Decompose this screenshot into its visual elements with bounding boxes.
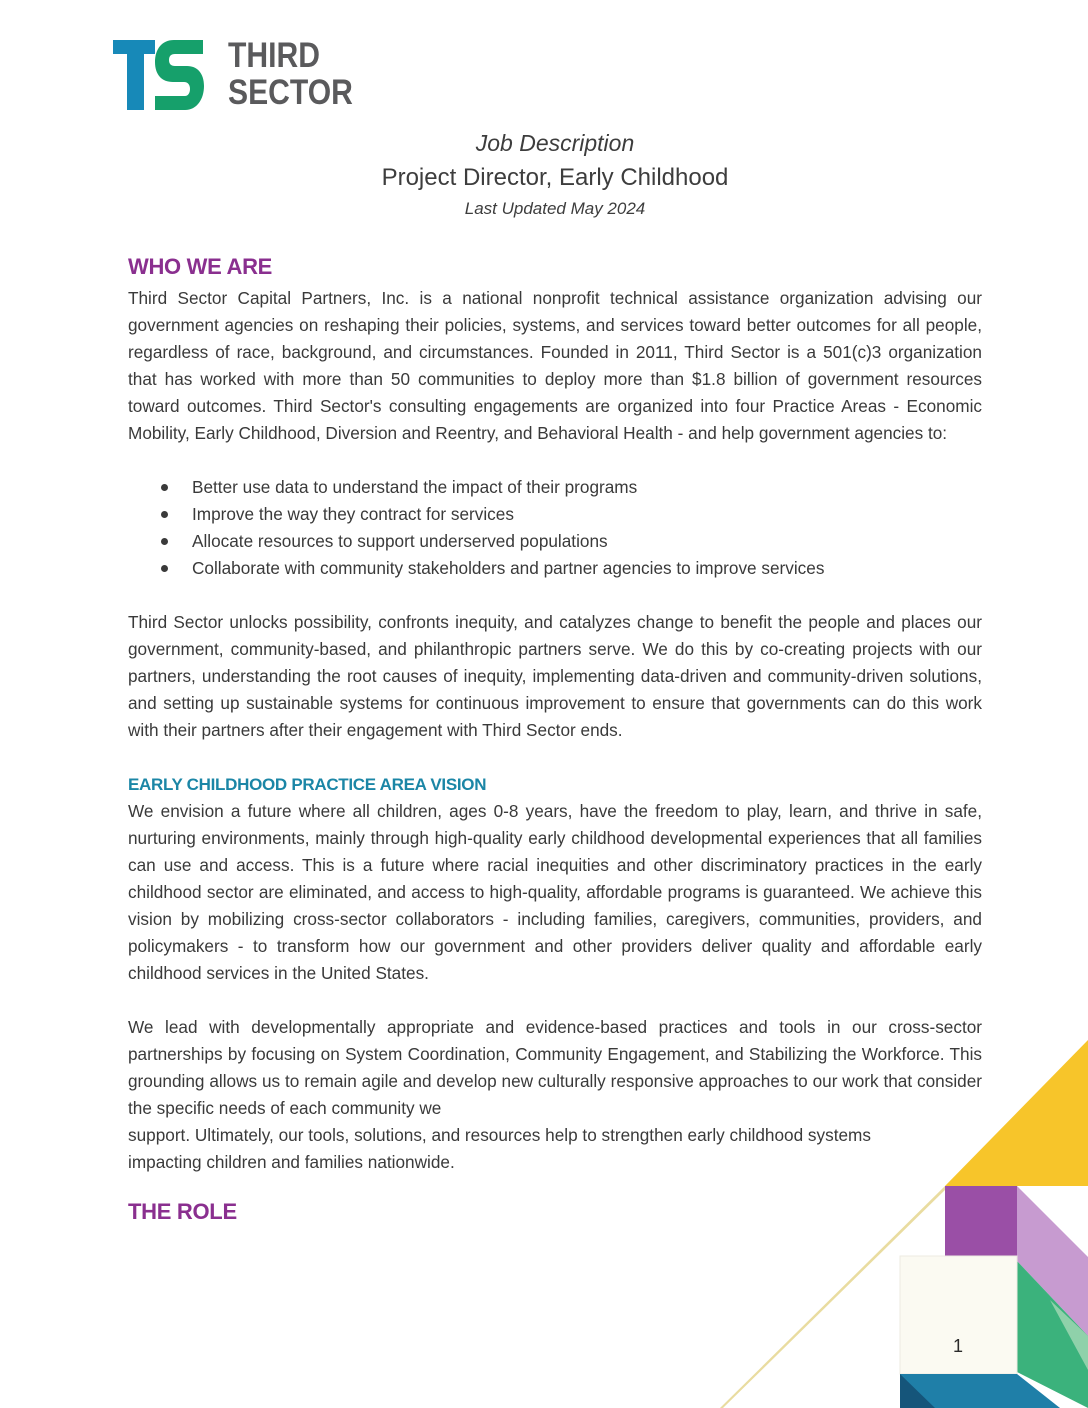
logo-line-2: SECTOR xyxy=(228,73,353,112)
last-updated: Last Updated May 2024 xyxy=(464,199,646,218)
bullet-icon xyxy=(161,484,168,491)
logo-t-stem xyxy=(127,40,144,110)
vision-paragraph-2-tail: support. Ultimately, our tools, solutions, and resources help to strengthen early childhood systems impacting children and families nationwide. xyxy=(128,1125,871,1172)
logo-wordmark xyxy=(228,37,353,111)
page-number: 1 xyxy=(952,1336,963,1356)
list-item xyxy=(128,555,982,582)
services-list xyxy=(128,474,982,582)
logo-s-shape xyxy=(155,40,204,110)
corner-decoration xyxy=(720,1040,1088,1408)
ts-monogram-icon xyxy=(113,40,205,110)
list-item xyxy=(128,528,982,555)
document-type: Job Description xyxy=(475,130,635,156)
who-we-are-closing: Third Sector unlocks possibility, confronts inequity, and catalyzes change to benefit the people and places our government, community-based, and philanthropic partners serve. We do this by co-creating projects with our partners, understanding the root causes of inequity, implementing data-driven and community-driven solutions, and setting up sustainable systems for continuous improvement to ensure that governments can do this work with their partners after their engagement with Third Sector ends. xyxy=(128,612,982,740)
list-item-text: Collaborate with community stakeholders and partner agencies to improve services xyxy=(192,558,825,578)
who-we-are-heading: WHO WE ARE xyxy=(128,254,273,279)
vision-paragraph-2: We lead with developmentally appropriate and evidence-based practices and tools in our cross-sector partnerships by focusing on System Coordination, Community Engagement, and Stabilizing the Workforce. This grounding allows us to remain agile and develop new culturally responsive approaches to our work that consider the specific needs of each community we xyxy=(128,1017,982,1118)
the-role-heading: THE ROLE xyxy=(128,1199,237,1224)
who-we-are-intro: Third Sector Capital Partners, Inc. is a national nonprofit technical assistance organization advising our government agencies on reshaping their policies, systems, and services toward better outcomes for all people, regardless of race, background, and circumstances. Founded in 2011, Third Sector is a 501(c)3 organization that has worked with more than 50 communities to deploy more than $1.8 billion of government resources toward outcomes. Third Sector's consulting engagements are organized into four Practice Areas - Economic Mobility, Early Childhood, Diversion and Reentry, and Behavioral Health - and help government agencies to: xyxy=(128,288,982,443)
vision-paragraph-1: We envision a future where all children, ages 0-8 years, have the freedom to play, learn, and thrive in safe, nurturing environments, mainly through high-quality early childhood developmental experiences that all families can use and access. This is a future where racial inequities and other discriminatory practices in the early childhood sector are eliminated, and access to high-quality, affordable programs is guaranteed. We achieve this vision by mobilizing cross-sector collaborators - including families, caregivers, communities, providers, and policymakers - to transform how our government and other providers deliver quality and affordable early childhood services in the United States. xyxy=(128,801,982,983)
deco-purple-block xyxy=(945,1186,1017,1261)
vision-heading: EARLY CHILDHOOD PRACTICE AREA VISION xyxy=(128,775,487,794)
bullet-icon xyxy=(161,565,168,572)
bullet-icon xyxy=(161,538,168,545)
deco-yellow-triangle xyxy=(945,1040,1088,1186)
logo-line-1: THIRD xyxy=(228,36,320,75)
list-item-text: Allocate resources to support underserved populations xyxy=(192,531,608,551)
third-sector-logo xyxy=(113,36,353,112)
list-item-text: Improve the way they contract for services xyxy=(192,504,514,524)
bullet-icon xyxy=(161,511,168,518)
list-item-text: Better use data to understand the impact of their programs xyxy=(192,477,638,497)
document-title: Project Director, Early Childhood xyxy=(381,164,729,191)
list-item xyxy=(128,501,982,528)
list-item xyxy=(128,474,982,501)
